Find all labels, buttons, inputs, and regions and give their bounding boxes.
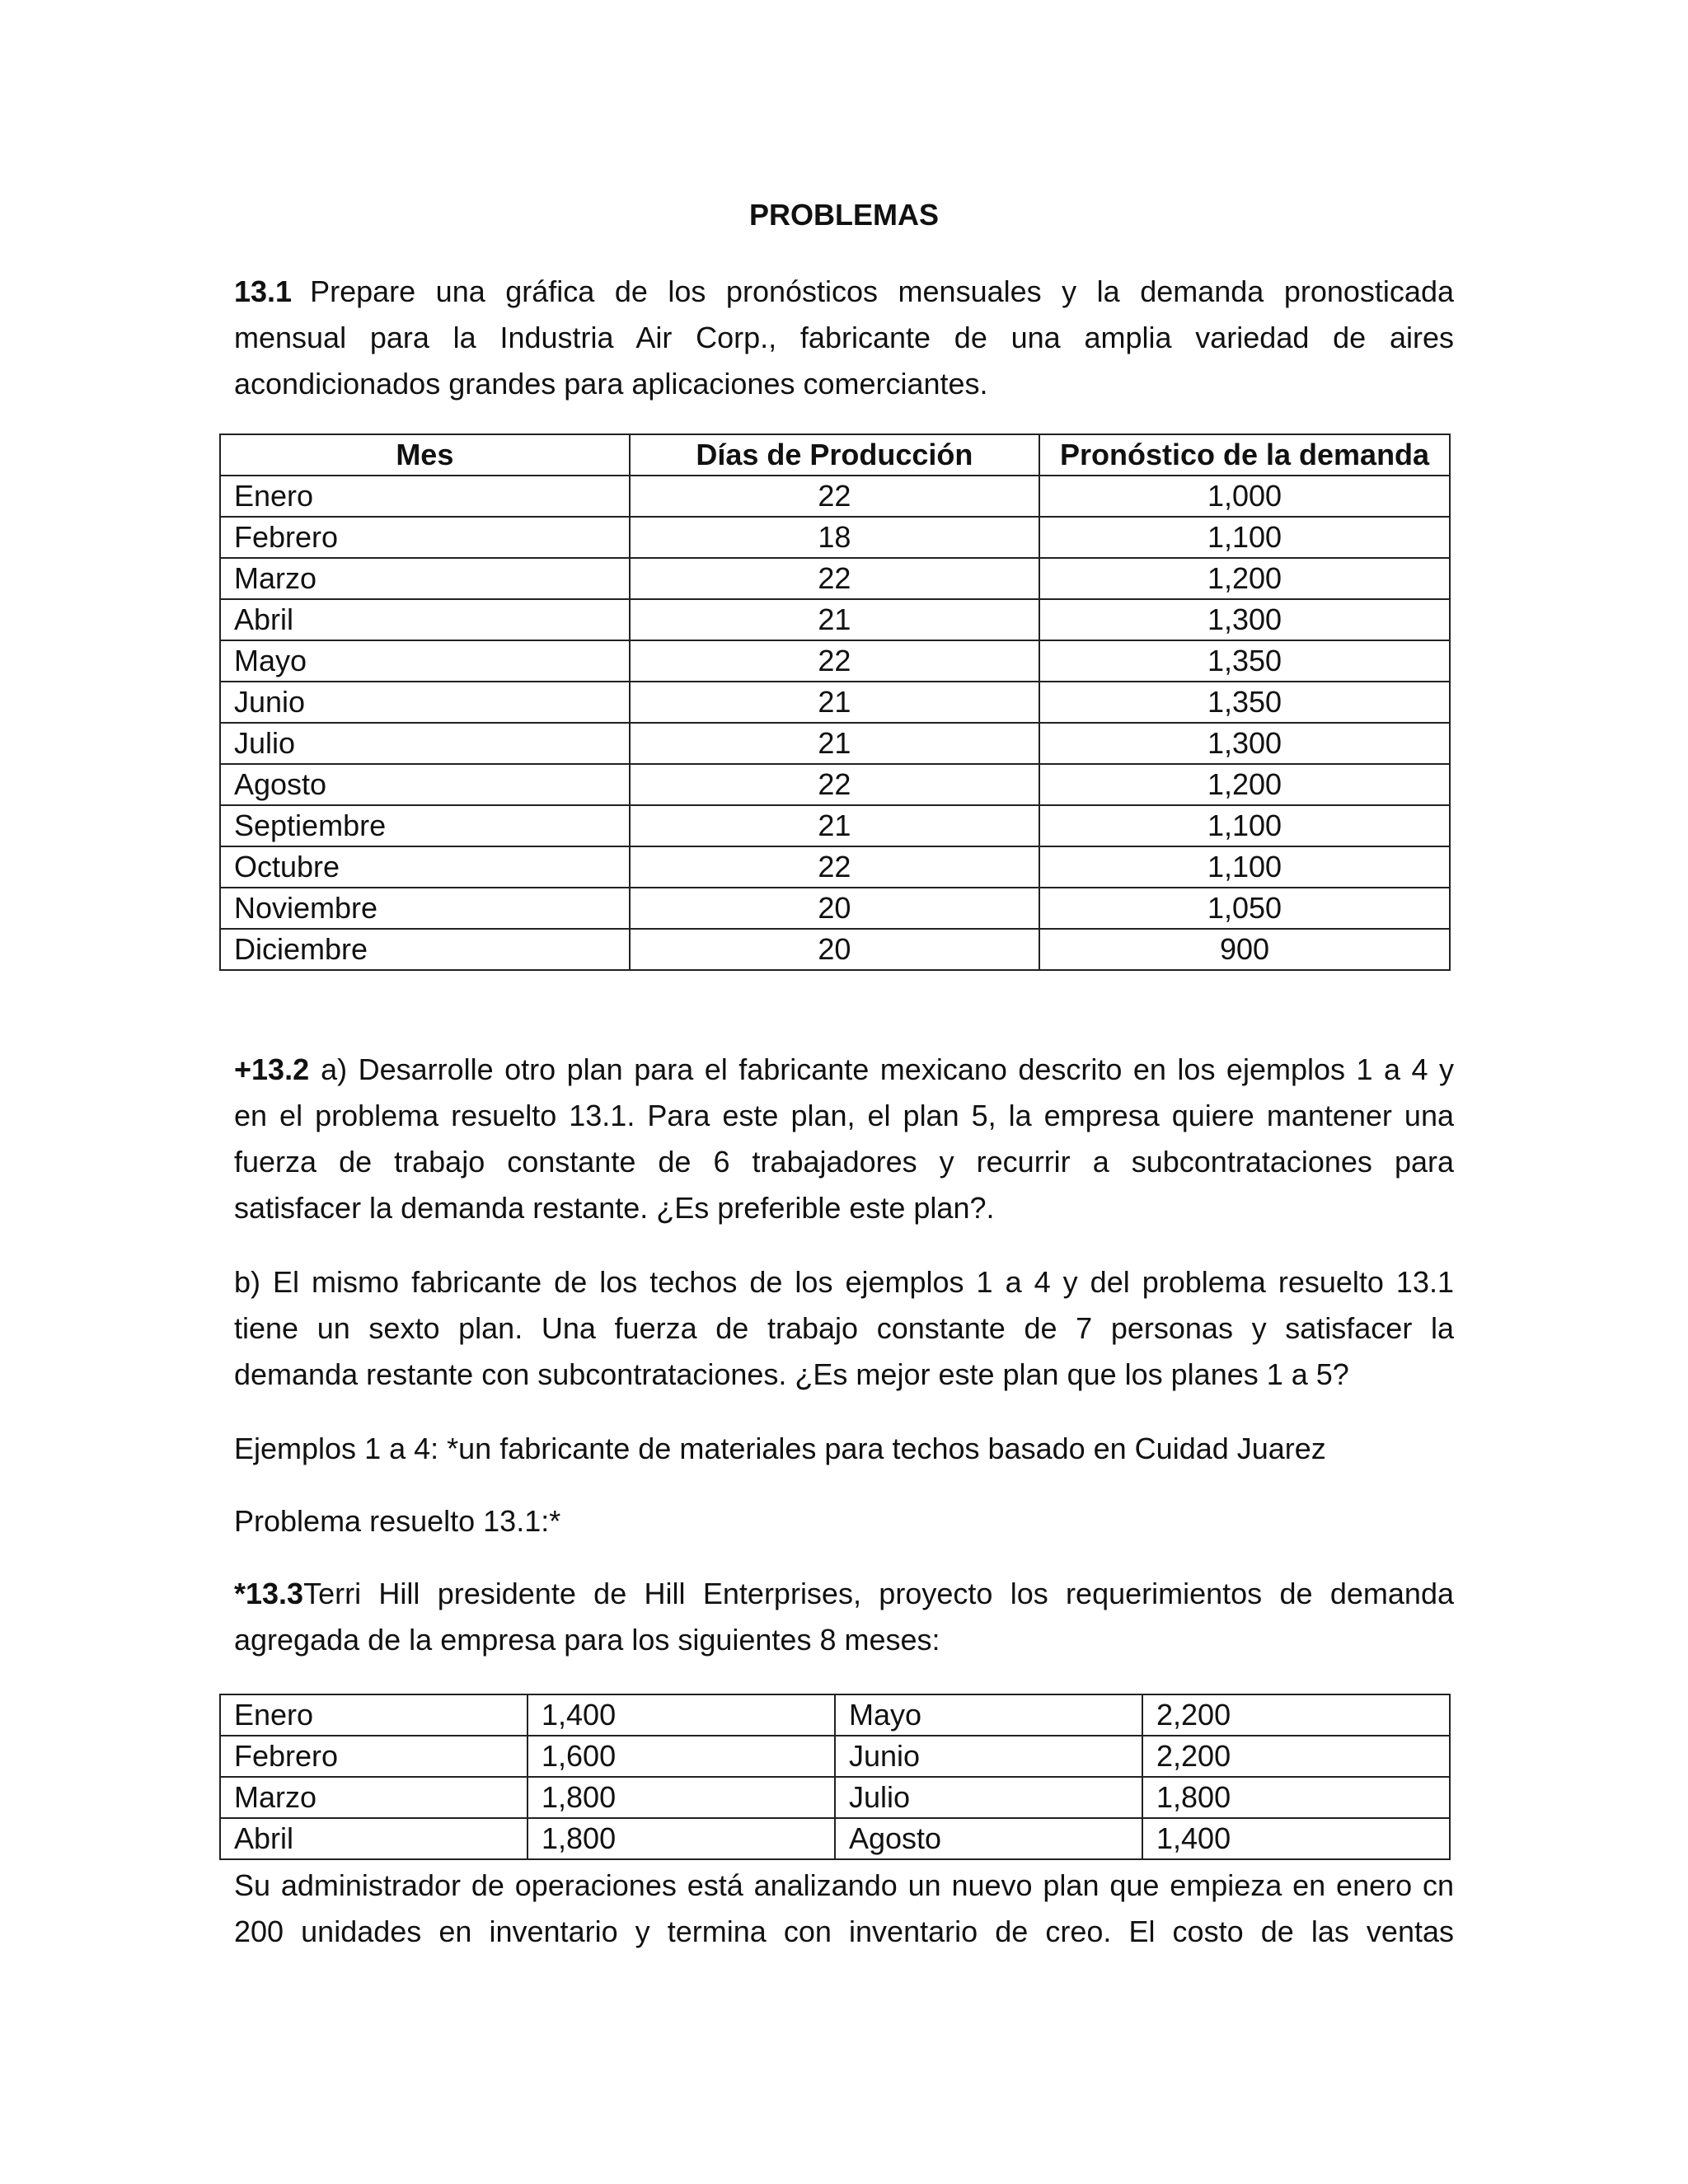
table-cell: Julio xyxy=(835,1777,1142,1818)
paragraph-line: Problema resuelto 13.1:* xyxy=(234,1504,561,1538)
table-cell: 1,800 xyxy=(528,1818,835,1859)
table-cell: 1,350 xyxy=(1039,682,1450,723)
paragraph-line: tiene un sexto plan. Una fuerza de trabajo constante de 7 personas y satisfacer la xyxy=(234,1311,1454,1345)
paragraph-line: Terri Hill presidente de Hill Enterprises, proyecto los requerimientos de demanda xyxy=(303,1577,1454,1610)
paragraph-line: en el problema resuelto 13.1. Para este plan, el plan 5, la empresa quiere mantener una xyxy=(234,1099,1454,1132)
table-cell: Abril xyxy=(220,599,630,640)
table-cell: 1,350 xyxy=(1039,640,1450,682)
table-row xyxy=(220,640,1450,682)
column-header: Pronóstico de la demanda xyxy=(1039,434,1450,476)
paragraph-line: Su administrador de operaciones está analizando un nuevo plan que empieza en enero cn xyxy=(234,1868,1454,1902)
table-cell: 2,200 xyxy=(1142,1694,1450,1736)
paragraph-line: Ejemplos 1 a 4: *un fabricante de materiales para techos basado en Cuidad Juarez xyxy=(234,1432,1326,1465)
table-cell: Agosto xyxy=(220,764,630,805)
table-cell: 1,100 xyxy=(1039,517,1450,558)
problem-13-1 xyxy=(234,269,1454,407)
paragraph-line: agregada de la empresa para los siguientes 8 meses: xyxy=(234,1623,940,1657)
column-header: Mes xyxy=(220,434,630,476)
table-row xyxy=(220,558,1450,599)
table-row xyxy=(220,476,1450,517)
table-cell: 18 xyxy=(630,517,1039,558)
table-row xyxy=(220,682,1450,723)
table-cell: 1,000 xyxy=(1039,476,1450,517)
table-cell: Noviembre xyxy=(220,888,630,929)
table-cell: 1,800 xyxy=(528,1777,835,1818)
table-cell: 1,300 xyxy=(1039,599,1450,640)
forecast-table xyxy=(219,434,1451,971)
table-cell: 1,400 xyxy=(528,1694,835,1736)
table-cell: Junio xyxy=(220,682,630,723)
table-row xyxy=(220,723,1450,764)
paragraph-line: satisfacer la demanda restante. ¿Es preferible este plan?. xyxy=(234,1191,995,1225)
problem-number: 13.1 xyxy=(234,274,293,308)
table-cell: Mayo xyxy=(835,1694,1142,1736)
examples-note xyxy=(234,1426,1454,1472)
problem-number: *13.3 xyxy=(234,1577,304,1610)
table-cell: 21 xyxy=(630,599,1039,640)
problem-13-3-continued xyxy=(234,1863,1454,1955)
table-cell: 1,050 xyxy=(1039,888,1450,929)
table-cell: Julio xyxy=(220,723,630,764)
table-row xyxy=(220,805,1450,846)
paragraph-line: demanda restante con subcontrataciones. ¿Es mejor este plan que los planes 1 a 5? xyxy=(234,1357,1349,1391)
table-cell: 22 xyxy=(630,476,1039,517)
table-cell: 1,100 xyxy=(1039,805,1450,846)
demand-table xyxy=(219,1694,1451,1860)
paragraph-line: 200 unidades en inventario y termina con inventario de creo. El costo de las ventas xyxy=(234,1915,1454,1948)
table-cell: 1,200 xyxy=(1039,558,1450,599)
table-cell: Marzo xyxy=(220,1777,528,1818)
table-cell: 1,100 xyxy=(1039,846,1450,888)
table-cell: 21 xyxy=(630,723,1039,764)
paragraph-line: acondicionados grandes para aplicaciones comerciantes. xyxy=(234,367,988,401)
table-cell: 1,400 xyxy=(1142,1818,1450,1859)
table-cell: 900 xyxy=(1039,929,1450,970)
table-cell: Agosto xyxy=(835,1818,1142,1859)
table-cell: 20 xyxy=(630,929,1039,970)
table-row xyxy=(220,1736,1450,1777)
table-row xyxy=(220,517,1450,558)
page-title: PROBLEMAS xyxy=(748,198,939,232)
problem-13-2-a xyxy=(234,1047,1454,1231)
table-cell: Abril xyxy=(220,1818,528,1859)
problem-number: +13.2 xyxy=(234,1052,310,1086)
solved-problem-note xyxy=(234,1498,1454,1544)
paragraph-line: b) El mismo fabricante de los techos de los ejemplos 1 a 4 y del problema resuelto 13.1 xyxy=(234,1265,1454,1299)
table-cell: Mayo xyxy=(220,640,630,682)
table-cell: 1,800 xyxy=(1142,1777,1450,1818)
table-cell: Enero xyxy=(220,1694,528,1736)
table-row xyxy=(220,599,1450,640)
table-cell: Septiembre xyxy=(220,805,630,846)
table-cell: 1,200 xyxy=(1039,764,1450,805)
table-cell: Junio xyxy=(835,1736,1142,1777)
table-cell: 22 xyxy=(630,640,1039,682)
paragraph-line: Prepare una gráfica de los pronósticos mensuales y la demanda pronosticada xyxy=(310,274,1454,308)
table-cell: Marzo xyxy=(220,558,630,599)
table-cell: 22 xyxy=(630,558,1039,599)
table-cell: Febrero xyxy=(220,517,630,558)
table-cell: Diciembre xyxy=(220,929,630,970)
table-row xyxy=(220,1777,1450,1818)
table-cell: 1,600 xyxy=(528,1736,835,1777)
paragraph-line: mensual para la Industria Air Corp., fabricante de una amplia variedad de aires xyxy=(234,321,1454,354)
table-cell: 1,300 xyxy=(1039,723,1450,764)
problem-13-3 xyxy=(234,1571,1454,1663)
problem-13-2-b xyxy=(234,1259,1454,1398)
table-cell: 22 xyxy=(630,764,1039,805)
table-cell: Enero xyxy=(220,476,630,517)
table-cell: 21 xyxy=(630,682,1039,723)
table-cell: 2,200 xyxy=(1142,1736,1450,1777)
table-row xyxy=(220,929,1450,970)
table-row xyxy=(220,764,1450,805)
table-row xyxy=(220,846,1450,888)
table-cell: Octubre xyxy=(220,846,630,888)
table-header-row xyxy=(220,434,1450,476)
table-row xyxy=(220,1694,1450,1736)
column-header: Días de Producción xyxy=(630,434,1039,476)
table-row xyxy=(220,1818,1450,1859)
table-cell: 21 xyxy=(630,805,1039,846)
paragraph-line: fuerza de trabajo constante de 6 trabajadores y recurrir a subcontrataciones para xyxy=(234,1145,1454,1179)
table-cell: 20 xyxy=(630,888,1039,929)
table-row xyxy=(220,888,1450,929)
table-cell: 22 xyxy=(630,846,1039,888)
table-cell: Febrero xyxy=(220,1736,528,1777)
paragraph-line: a) Desarrolle otro plan para el fabricante mexicano descrito en los ejemplos 1 a 4 y xyxy=(321,1052,1454,1086)
